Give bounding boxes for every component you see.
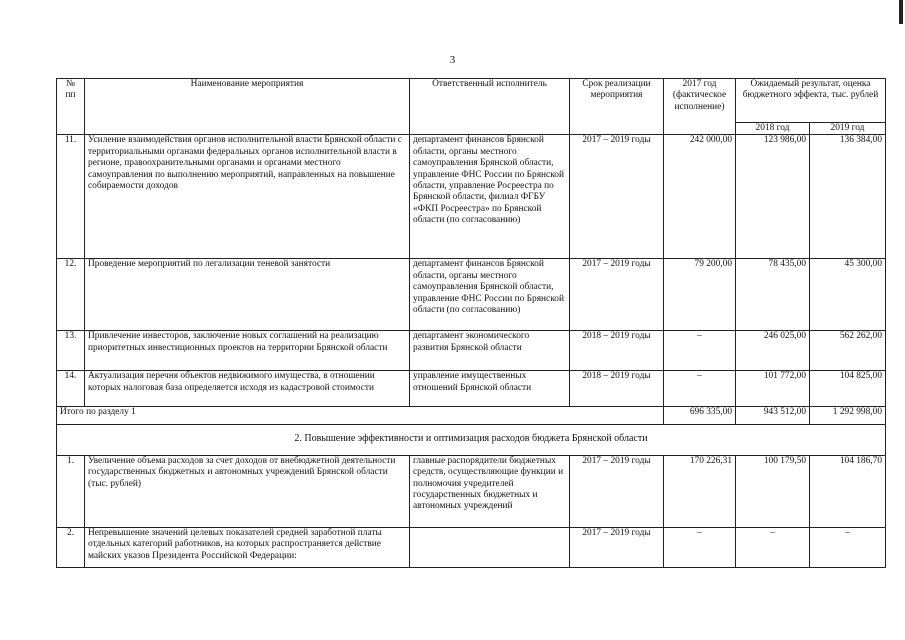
row-2019: 104 825,00 [810,371,886,407]
row-2019: 104 186,70 [810,455,886,527]
row-2017: – [664,331,736,371]
row-responsible: департамент экономического развития Брянской области [410,331,570,371]
row-term: 2017 – 2019 годы [570,135,664,259]
page-edge-mark [899,0,903,24]
row-2019: 45 300,00 [810,259,886,331]
row-2019: 136 384,00 [810,135,886,259]
row-name: Актуализация перечня объектов недвижимого имущества, в отношении которых налоговая база определяется исходя из кадастровой стоимости [85,371,410,407]
row-name: Усиление взаимодействия органов исполнительной власти Брянской области с территориальными органами федеральных органов исполнительной власти в регионе, правоохранительными органами и органами местного самоуправления по выполнению мероприятий, направленных на повышение собираемости доходов [85,135,410,259]
table-row [57,455,886,527]
row-responsible: департамент финансов Брянской области, органы местного самоуправления Брянской области, управление ФНС России по Брянской области (по согласованию) [410,259,570,331]
row-2017: 170 226,31 [664,455,736,527]
row-responsible [410,527,570,567]
row-name: Проведение мероприятий по легализации теневой занятости [85,259,410,331]
header-2019: 2019 год [810,123,886,135]
row-2017: 79 200,00 [664,259,736,331]
row-num: 13. [57,331,85,371]
row-term: 2017 – 2019 годы [570,259,664,331]
table-row [57,135,886,259]
header-name: Наименование мероприятия [85,79,410,135]
row-num: 1. [57,455,85,527]
header-2017: 2017 год (фактическое исполнение) [664,79,736,135]
row-num: 14. [57,371,85,407]
total-label: Итого по разделу 1 [57,407,664,425]
row-2018: 100 179,50 [736,455,810,527]
row-2018: 246 025,00 [736,331,810,371]
row-name: Непревышение значений целевых показателей средней заработной платы отдельных категорий работников, на которых распространяется действие майских указов Президента Российской Федерации: [85,527,410,567]
header-num: № пп [57,79,85,135]
header-term: Срок реализации мероприятия [570,79,664,135]
header-row [57,79,886,123]
section-2-title: 2. Повышение эффективности и оптимизация расходов бюджета Брянской области [57,425,886,455]
total-2019: 1 292 998,00 [810,407,886,425]
table-row [57,259,886,331]
row-responsible: управление имущественных отношений Брянской области [410,371,570,407]
total-row [57,407,886,425]
row-2018: 101 772,00 [736,371,810,407]
header-expected: Ожидаемый результат, оценка бюджетного эффекта, тыс. рублей [736,79,886,123]
header-responsible: Ответственный исполнитель [410,79,570,135]
table-row [57,371,886,407]
row-term: 2017 – 2019 годы [570,455,664,527]
row-2017: 242 000,00 [664,135,736,259]
row-2018: – [736,527,810,567]
row-num: 12. [57,259,85,331]
row-2019: – [810,527,886,567]
total-2017: 696 335,00 [664,407,736,425]
row-2018: 78 435,00 [736,259,810,331]
table-row [57,331,886,371]
section-row [57,425,886,455]
row-name: Привлечение инвесторов, заключение новых соглашений на реализацию приоритетных инвестиционных проектов на территории Брянской области [85,331,410,371]
page-number: 3 [449,54,456,66]
row-2017: – [664,371,736,407]
row-2017: – [664,527,736,567]
row-responsible: главные распорядители бюджетных средств, осуществляющие функции и полномочия учредителей государственных бюджетных и автономных учреждений [410,455,570,527]
row-2019: 562 262,00 [810,331,886,371]
row-num: 2. [57,527,85,567]
row-num: 11. [57,135,85,259]
table-row [57,527,886,567]
measures-table [56,78,886,568]
row-term: 2018 – 2019 годы [570,331,664,371]
row-2018: 123 986,00 [736,135,810,259]
row-name: Увеличение объема расходов за счет доходов от внебюджетной деятельности государственных бюджетных и автономных учреждений Брянской области (тыс. рублей) [85,455,410,527]
row-term: 2018 – 2019 годы [570,371,664,407]
row-responsible: департамент финансов Брянской области, органы местного самоуправления Брянской области, управление ФНС России по Брянской области, управление Росреестра по Брянской области, филиал ФГБУ «ФКП Росреестра» по Брянской области (по согласованию) [410,135,570,259]
header-2018: 2018 год [736,123,810,135]
row-term: 2017 – 2019 годы [570,527,664,567]
total-2018: 943 512,00 [736,407,810,425]
